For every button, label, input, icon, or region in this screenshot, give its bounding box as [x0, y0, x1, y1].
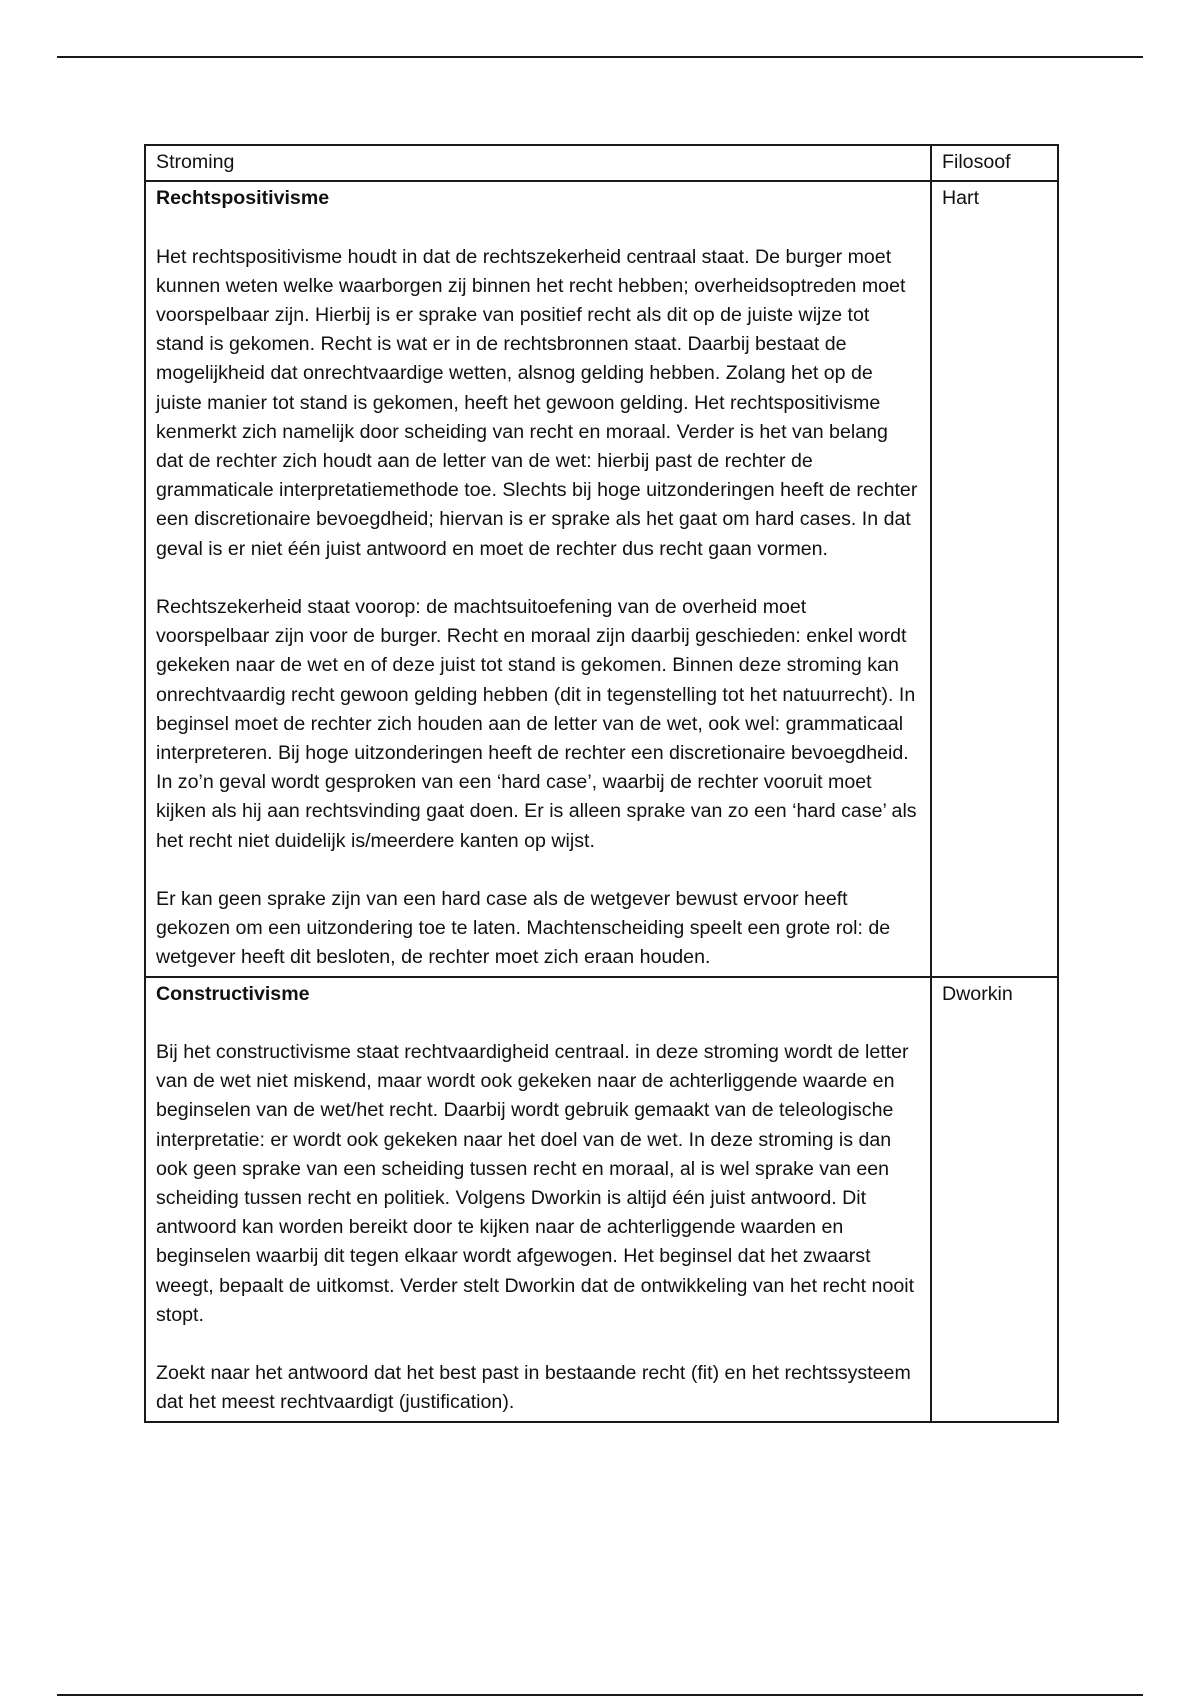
- filosoof-cell: [931, 181, 1058, 976]
- filosoof-name: Hart: [942, 187, 980, 210]
- footer-rule: [57, 1694, 1143, 1696]
- header-cell-filosoof: Filosoof: [931, 145, 1058, 181]
- stroming-cell: [145, 977, 931, 1422]
- header-cell-stroming: Stroming: [145, 145, 931, 181]
- filosoof-cell: [931, 977, 1058, 1422]
- paragraph: Bij het constructivisme staat rechtvaardigheid centraal. in deze stroming wordt de letter van de wet niet miskend, maar wordt ook gekeken naar de achterliggende waarde en beginselen van de wet/het recht. Daarbij wordt gebruik gemaakt van de teleologische interpretatie: er wordt ook gekeken naar het doel van de wet. In deze stroming is dan ook geen sprake van een scheiding tussen recht en moraal, al is wel sprake van een scheiding tussen recht en politiek. Volgens Dworkin is altijd één juist antwoord. Dit antwoord kan worden bereikt door te kijken naar de achterliggende waarden en beginselen waarbij dit tegen elkaar wordt afgewogen. Het beginsel dat het zwaarst weegt, bepaalt de uitkomst. Verder stelt Dworkin dat de ontwikkeling van het recht nooit stopt.: [156, 1041, 915, 1326]
- stroming-cell: [145, 181, 931, 976]
- table-header-row: [145, 145, 1058, 181]
- paragraph: Zoekt naar het antwoord dat het best past in bestaande recht (fit) en het rechtssysteem dat het meest rechtvaardigt (justification).: [156, 1362, 911, 1414]
- paragraph: Er kan geen sprake zijn van een hard case als de wetgever bewust ervoor heeft gekozen om een uitzondering toe te laten. Machtenscheiding speelt een grote rol: de wetgever heeft dit besloten, de rechter moet zich eraan houden.: [156, 888, 891, 969]
- stroming-title: Rechtspositivisme: [156, 187, 330, 210]
- filosoof-name: Dworkin: [942, 982, 1013, 1005]
- paragraph: Rechtszekerheid staat voorop: de machtsuitoefening van de overheid moet voorspelbaar zijn voor de burger. Recht en moraal zijn daarbij geschieden: enkel wordt gekeken naar de wet en of deze juist tot stand is gekomen. Binnen deze stroming kan onrechtvaardig recht gewoon gelding hebben (dit in tegenstelling tot het natuurrecht). In beginsel moet de rechter zich houden aan de letter van de wet, ook wel: grammaticaal interpreteren. Bij hoge uitzonderingen heeft de rechter een discretionaire bevoegdheid. In zo’n geval wordt gesproken van een ‘hard case’, waarbij de rechter vooruit moet kijken als hij aan rechtsvinding gaat doen. Er is alleen sprake van zo een ‘hard case’ als het recht niet duidelijk is/meerdere kanten op wijst.: [156, 596, 917, 852]
- stroming-title: Constructivisme: [156, 982, 310, 1005]
- header-rule: [57, 56, 1143, 58]
- table-row: [145, 977, 1058, 1422]
- stroming-table: [144, 144, 1059, 1423]
- table-row: [145, 181, 1058, 976]
- paragraph: Het rechtspositivisme houdt in dat de rechtszekerheid centraal staat. De burger moet kunnen weten welke waarborgen zij binnen het recht hebben; overheidsoptreden moet voorspelbaar zijn. Hierbij is er sprake van positief recht als dit op de juiste wijze tot stand is gekomen. Recht is wat er in de rechtsbronnen staat. Daarbij bestaat de mogelijkheid dat onrechtvaardige wetten, alsnog gelding hebben. Zolang het op de juiste manier tot stand is gekomen, heeft het gewoon gelding. Het rechtspositivisme kenmerkt zich namelijk door scheiding van recht en moraal. Verder is het van belang dat de rechter zich houdt aan de letter van de wet: hierbij past de rechter de grammaticale interpretatiemethode toe. Slechts bij hoge uitzonderingen heeft de rechter een discretionaire bevoegdheid; hiervan is er sprake als het gaat om hard cases. In dat geval is er niet één juist antwoord en moet de rechter dus recht gaan vormen.: [156, 245, 918, 560]
